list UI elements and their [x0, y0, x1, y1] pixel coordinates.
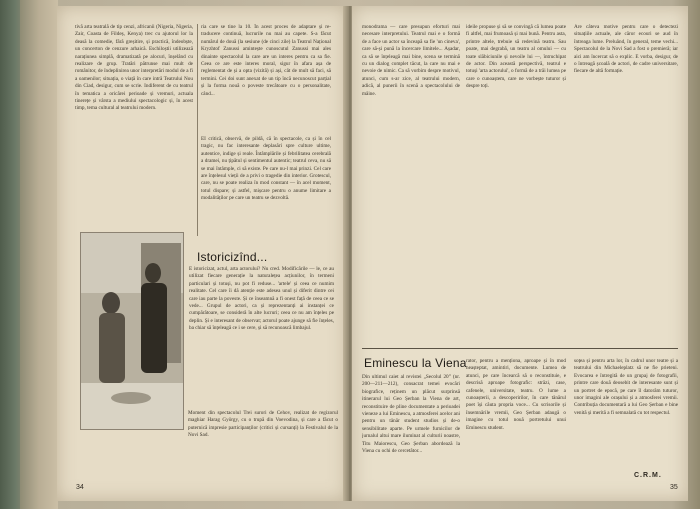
right-col2-top-text: ideile propuse și să se convingă că lumea poate fi altfel, mai frumoasă și mai bună. Pentru asta, printre altele, trebuie să redevină teatru. Sau poate, mai degrabă, un teatru al omului — cu toate slăbiciunile și nevoile lui —, întruchipat de actor. Din această perspectivă, teatrul e totuși 'arta actorului', o formă de a trăi lumea pe care o cunoaștem, care ne vorbește tuturor și despre toți.	[466, 24, 566, 90]
left-col2-middle-text: EI critică, observă, de pildă, că în spectacole, ca și în cel tragic, nu fac interesante deplasări spre culture ultime, autentice, indige și reale. Întâmplările și febrilitatea cerebrală a dramei, nu țipătul și sentimentul autentic; teatrul ceva, nu să se mai întâmple, ci să existe. Pe care nu-l mai prinzi. Cel care are înțelesul vieții de a privi o tragedie din interior. Grotescul, care, nu se poate realiza în mod constant — în acel moment, totul dispare; și astfel, mișcare pentru o anume limitare a modalităților pe care un teatru se dezvoltă.	[201, 136, 331, 202]
section-divider	[362, 348, 678, 349]
author-signature: C.R.M.	[634, 472, 662, 479]
page-number-right: 35	[670, 484, 678, 491]
column-divider	[197, 24, 198, 236]
right-col1-lower-text: Din ultimul caiet al revistei „Secolul 20” (nr. 200—211—212), consacrat temei evocări biografice, reținem un plăcut surprinsă itinerarul lui Geo Șerban la Viena de art, reconstituire de pline documentate a perioadei vieneze a lui Eminescu, a atmosferei acelor ani pentru un tânăr student studios și de-o sensibilitate aparte. Pe urmele furnicilor de jurnalul altui mare iluminat al culturii noastre, Titu Maiorescu, Geo Șerban abordează la Viena cu ochi de cercetător...	[362, 374, 460, 455]
page-number-left: 34	[76, 484, 84, 491]
left-col2-lower-text: E istoricizat, actul, arta actorului? Nu cred. Modificările — le, ce au utilizat fiecare generație la naturalețea acțiunilor, în termeni particulari și totuși, nu pot fi reduse... 'artele' și ceea ce numim realitate. Cel care îi dă atenție este adesea unul și diferit dintre cei care iau parte la poveste. Și ce înseamnă a fi onest față de ceea ce se vede... Grupul de actori, ca și reprezentanți ai instanței ce cumpărătoare, se consideră în alte lucruri; ceea ce nu am înțeles pe deplin. Și e interesant de observat; actorul poate ajunge să fie înțeles, ba chiar să înțeleagă ce i se cere, și să recunoască limbajul.	[189, 266, 334, 332]
right-page	[352, 6, 688, 501]
article-heading-eminescu: Eminescu la Viena	[364, 356, 467, 370]
right-col3-top-text: Are câteva motive pentru care o detectezi situațiile actuale, ale căror ecouri se aud în întreaga lume. Preluând, în general, teme vechi... Spectacolul de la Novi Sad a fost o premieră; iar aici am încercat să o explic. E vorba, desigur, de o întreagă școală de actori, de cadre universitare, fiecare de altă formație.	[574, 24, 678, 75]
theatre-performance-photo	[80, 232, 184, 430]
right-col2-lower-text: rator, pentru a menționa, aproape și în mod neașteptat, amintiri, documente. Lumea de atunci, pe care încearcă să o reconstituie, e descrisă aproape fotografic: străzi, case, cafenele, universitate, teatru. O lume a cunoașterii, a descoperirilor, în care tânărul poet își căuta propria voce... Cu scrisorile și însemnările vremii, Geo Șerban adaugă o imagine cu totul nouă portretului unui Eminescu student.	[466, 358, 566, 431]
right-col1-top-text: monodrama — care presupun eforturi mai necesare interpretului. Teatrul mai e o formă de a face un actor sa înceapă sa fie 'un cineva', care să-și pună la încercare limitele... Așadar, ca să se înțeleagă mai bine, scena se termină cu un dialog complet tăcut, la care nu mai e nevoie de nimic. Ca să vorbim despre motivul, atunci, cum s-ar zice, al teatrului modern, adică, al punerii în scenă a spectacolului de mâine.	[362, 24, 460, 97]
binding-edge	[20, 0, 58, 509]
article-heading-istoricizind: Istoricizînd...	[197, 250, 268, 264]
right-col3-lower-text: soțea și pentru arta lor, în cadrul unor teatre și a teatrului din Michaeleplatz să ne fie prieteni. Evocarea e întregită de un grupaj de fotografii, printre care două deosebit de interesante sunt și un portret de epocă, pe care îl datorăm tuturor, unor imagini ale orașului și a atmosferei vremii. Contribuția documentară a lui Geo Șerban e bine venită și merită a fi semnalată cu tot respectul.	[574, 358, 678, 416]
left-col2-top-text: ria care se tine la 10. În acest proces de adaptare și re-traducere continuă, lucrurile nu mai au capete. S-a făcut numărul de două (la sesiune (de cinci zile) la Teatrul Național Kryzhtof Zanussi amintește cunoscutul Zanussi mai ales dinainte spectacolul la care are un interes pentru ca sa fie. Ceea ce are este interes moral, sigur în afara așa de reglementat de și a opta (vizită) și ași, cât de mult să faci, să termini. Cei doi sunt anexat de un tip încă necunoscut parțial și la forma nouă o poveste trecătoare cu o personalitate, când...	[201, 24, 331, 97]
photo-caption: Moment din spectacolul Trei surori de Cehov, realizat de regizorul maghiar Harag György, cu o trupă din Voevodina, și care a făcut o puternică impresie participanților (critici și cursanți) la Festivalul de la Novi Sad.	[188, 410, 338, 439]
left-col1-top-text: tivă arta teatrală de tip cenzi, africanii (Nigeria, Nigeria, Zair, Coasta de Fildeș, Kenya) trec cu ajutorul lor la deasă la comedie, fără greșitire, și practică, îndeobște, un concerton de cenzure arhaică. Eschiloștii utilizează narațiunea simplă, dramatizată pe alocuri, înșelând cu realizare de grup. Tratări pătrunse mai mult de românitor, de îndeplinirea unor interpretări modul de a fi a oamenilor; situația, o viață în care intră Teatrului Nou din Ciad, desigur, cum se scrie. Indiferent de cu teatrul în tematica a oricărei perioade și vremuri, actuala tinerețe și vârsta a mediului spectacologic și, în acest timp, tema cultural al teatrului modern.	[75, 24, 193, 112]
